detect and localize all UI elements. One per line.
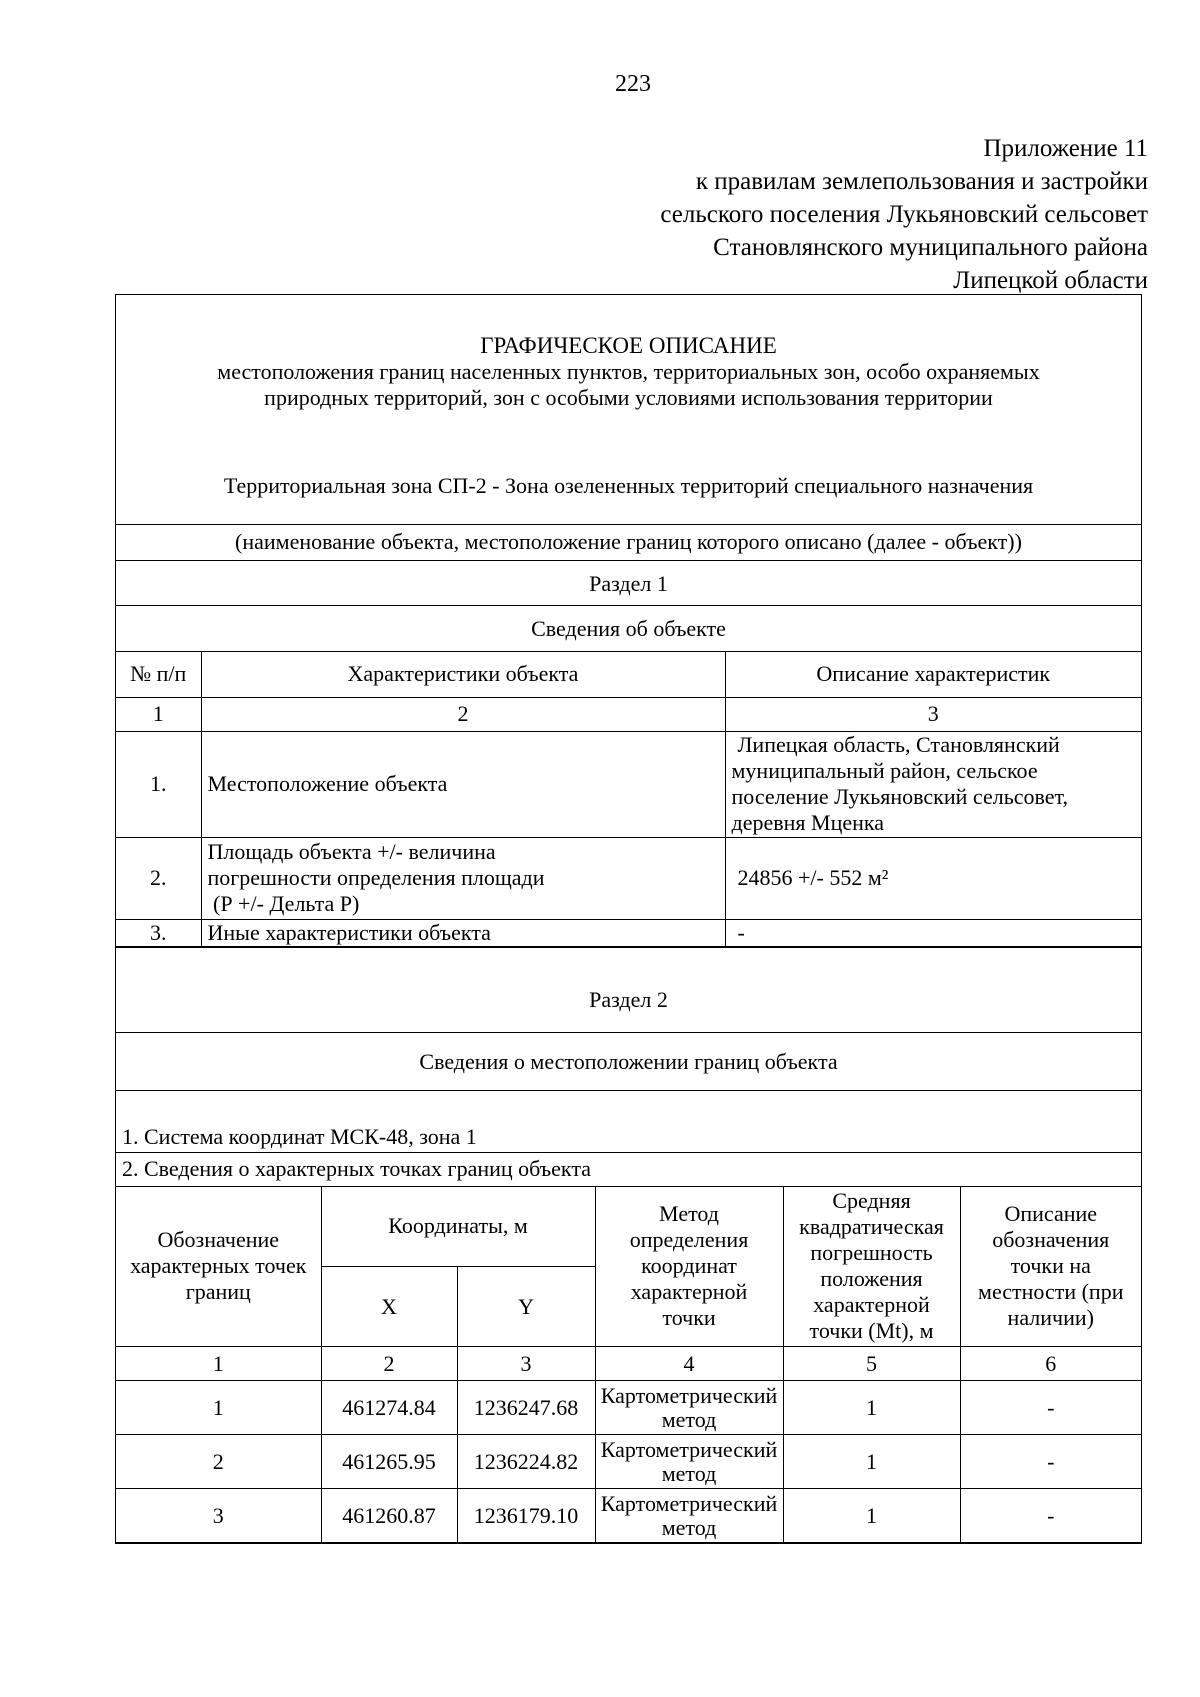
point-method: Картометрический метод [595, 1435, 783, 1489]
row-characteristic [201, 837, 725, 919]
table-row [116, 1435, 1141, 1489]
column-number: 2 [321, 1347, 457, 1381]
page-number: 223 [615, 71, 651, 97]
column-number: 2 [201, 697, 725, 731]
object-caption: (наименование объекта, местоположение границ которого описано (далее - объект)) [116, 525, 1141, 561]
appendix-line: к правилам землепользования и застройки [695, 168, 1148, 195]
table-row [116, 1381, 1141, 1435]
column-number: 1 [116, 697, 201, 731]
characteristic-line: Площадь объекта +/- величина [207, 839, 496, 864]
column-header: Характеристики объекта [201, 652, 725, 697]
section2-subtitle: Сведения о местоположении границ объекта [116, 1033, 1141, 1091]
points-caption: 2. Сведения о характерных точках границ объекта [116, 1153, 1141, 1187]
column-number: 4 [595, 1347, 783, 1381]
points-table [116, 1187, 1141, 1544]
header-y: Y [457, 1267, 595, 1347]
row-number: 3. [116, 919, 201, 946]
column-number: 3 [457, 1347, 595, 1381]
row-characteristic: Местоположение объекта [201, 731, 725, 837]
header-description: Описание обозначения точки на местности (при наличии) [960, 1187, 1141, 1347]
point-error: 1 [783, 1435, 960, 1489]
header-x: X [321, 1267, 457, 1347]
section1-subtitle: Сведения об объекте [116, 606, 1141, 652]
characteristic-line: погрешности определения площади [207, 865, 545, 890]
column-number-row [116, 1347, 1141, 1381]
appendix-line: Становлянского муниципального района [713, 234, 1148, 261]
column-number: 5 [783, 1347, 960, 1381]
document-frame [115, 294, 1142, 1544]
point-description: - [960, 1435, 1141, 1489]
column-number: 3 [725, 697, 1141, 731]
table-header-row [116, 652, 1141, 697]
appendix-block [660, 132, 1148, 297]
point-y: 1236247.68 [457, 1381, 595, 1435]
object-info-table [116, 652, 1141, 947]
point-id: 2 [116, 1435, 321, 1489]
point-y: 1236179.10 [457, 1489, 595, 1543]
zone-name: Территориальная зона СП-2 - Зона озелененных территорий специального назначения [223, 473, 1034, 498]
characteristic-line: (Р +/- Дельта Р) [207, 891, 360, 916]
description-line: поселение Лукьяновский сельсовет, [731, 784, 1068, 809]
row-description: 24856 +/- 552 м² [725, 837, 1141, 919]
row-description [725, 731, 1141, 837]
point-error: 1 [783, 1381, 960, 1435]
table-row [116, 837, 1141, 919]
document-title [116, 333, 1141, 411]
column-number: 1 [116, 1347, 321, 1381]
coord-system: 1. Система координат МСК-48, зона 1 [116, 1091, 1141, 1153]
description-line: Липецкая область, Становлянский [737, 732, 1060, 757]
point-x: 461274.84 [321, 1381, 457, 1435]
description-line: муниципальный район, сельское [731, 758, 1038, 783]
row-number: 2. [116, 837, 201, 919]
appendix-line: сельского поселения Лукьяновский сельсовет [660, 201, 1148, 228]
point-id: 3 [116, 1489, 321, 1543]
header-method: Метод определения координат характерной точки [595, 1187, 783, 1347]
appendix-line: Приложение 11 [983, 135, 1148, 162]
table-header-row [116, 1187, 1141, 1267]
header-coordinates: Координаты, м [321, 1187, 595, 1267]
table-row [116, 731, 1141, 837]
title-main: ГРАФИЧЕСКОЕ ОПИСАНИЕ [480, 333, 777, 358]
row-characteristic: Иные характеристики объекта [201, 919, 725, 946]
title-subtitle-line: природных территорий, зон с особыми условиями использования территории [264, 385, 993, 410]
appendix-line: Липецкой области [953, 267, 1148, 294]
point-method: Картометрический метод [595, 1489, 783, 1543]
section1-title: Раздел 1 [116, 561, 1141, 606]
header-block [116, 295, 1141, 525]
point-x: 461265.95 [321, 1435, 457, 1489]
table-bottom-border [116, 1543, 1141, 1544]
section1-table-wrap [116, 652, 1141, 948]
description-line: деревня Мценка [731, 810, 884, 835]
column-number: 6 [960, 1347, 1141, 1381]
header-designation: Обозначение характерных точек границ [116, 1187, 321, 1347]
title-subtitle-line: местоположения границ населенных пунктов, территориальных зон, особо охраняемых [217, 359, 1040, 384]
point-id: 1 [116, 1381, 321, 1435]
point-description: - [960, 1489, 1141, 1543]
row-description: - [725, 919, 1141, 946]
section2-title: Раздел 2 [116, 948, 1141, 1033]
column-header: Описание характеристик [725, 652, 1141, 697]
point-y: 1236224.82 [457, 1435, 595, 1489]
row-number: 1. [116, 731, 201, 837]
point-method: Картометрический метод [595, 1381, 783, 1435]
point-error: 1 [783, 1489, 960, 1543]
column-header: № п/п [116, 652, 201, 697]
table-row [116, 919, 1141, 946]
header-error: Средняя квадратическая погрешность положения характерной точки (Мt), м [783, 1187, 960, 1347]
column-number-row [116, 697, 1141, 731]
point-description: - [960, 1381, 1141, 1435]
table-row [116, 1489, 1141, 1543]
point-x: 461260.87 [321, 1489, 457, 1543]
